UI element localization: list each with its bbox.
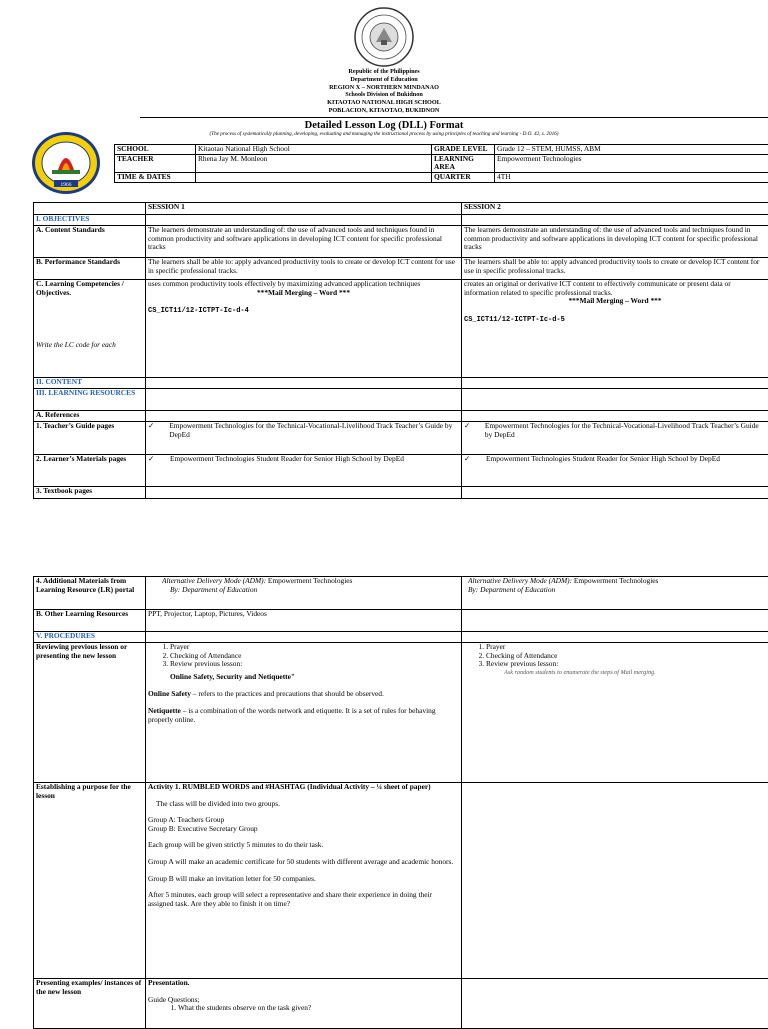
learners-materials-s1 [146,455,462,487]
empty-cell [146,487,462,499]
area-value: Empowerment Technologies [495,155,768,173]
competencies-s1 [146,280,462,378]
learners-materials-text: Empowerment Technologies Student Reader for Senior High School by DepEd [162,455,404,464]
school-label: SCHOOL [115,145,196,155]
adm-title: Alternative Delivery Mode (ADM): [162,577,266,586]
mail-merge-topic: ***Mail Merging – Word *** [464,297,766,306]
header-line: Republic of the Philippines [0,68,768,76]
examples-label: Presenting examples/ instances of the new lesson [34,979,146,1029]
competency-text: uses common productivity tools effectively by maximizing advanced application techniques [148,280,459,289]
competencies-cell [34,280,146,378]
content-heading: II. CONTENT [34,378,146,389]
teachers-guide-text: Empowerment Technologies for the Technical-Vocational-Livelihood Track Teacher’s Guide by DepEd [477,422,766,439]
objectives-heading: I. OBJECTIVES [34,215,146,226]
adm-subject: Empowerment Technologies [572,577,658,586]
adm-author: By: Department of Education [464,586,766,595]
list-item: 2. Checking of Attendance [486,652,766,661]
activity-text: Group A: Teachers Group [148,816,459,825]
school-value: Kitaotao National High School [196,145,432,155]
activity-text: The class will be divided into two groups. [148,800,459,809]
seal-year: 1966 [61,182,72,188]
performance-standards-s2: The learners shall be able to: apply advanced productivity tools to create or develop ICT content for use in specific professional tracks. [462,258,768,280]
time-value [196,172,432,182]
header-line: KITAOTAO NATIONAL HIGH SCHOOL [0,99,768,107]
empty-cell [146,215,462,226]
adm-author: By: Department of Education [148,586,459,595]
grade-label: GRADE LEVEL [432,145,495,155]
activity-text: Each group will be given strictly 5 minutes to do their task. [148,841,459,850]
purpose-s1 [146,783,462,979]
examples-s1 [146,979,462,1029]
activity-title: Activity 1. RUMBLED WORDS and #HASHTAG (Individual Activity – ¼ sheet of paper) [148,783,459,792]
empty-cell [462,411,768,422]
teachers-guide-s2 [462,422,768,455]
procedures-table [33,576,768,1029]
empty-cell [462,979,768,1029]
list-item: 2. Checking of Attendance [170,652,459,661]
other-resources-label: B. Other Learning Resources [34,610,146,632]
empty-cell [462,610,768,632]
header-line: Schools Division of Bukidnon [0,91,768,99]
additional-materials-s2 [462,577,768,610]
netiquette-definition [148,707,459,724]
session2-header: SESSION 2 [462,203,768,215]
school-seal-logo [30,130,102,196]
list-item: 1. Prayer [486,643,766,652]
header-line: POBLACION, KITAOTAO, BUKIDNON [0,107,768,115]
reviewing-s1 [146,643,462,783]
list-item: 3. Review previous lesson: [170,660,459,669]
presentation-heading: Presentation. [148,979,459,988]
list-item: 1. What the students observe on the task given? [178,1004,459,1013]
additional-materials-label: 4. Additional Materials from Learning Resource (LR) portal [34,577,146,610]
empty-cell [146,389,462,411]
document-subtitle: (The process of systematically planning, developing, evaluating and managing the instructional process by using principles of teaching and learning - D.O. 42, s. 2016) [0,131,768,137]
teachers-guide-text: Empowerment Technologies for the Technical-Vocational-Livelihood Track Teacher’s Guide by DepEd [161,422,459,439]
performance-standards-s1: The learners shall be able to: apply advanced productivity tools to create or develop ICT content for use in specific professional tracks. [146,258,462,280]
empty-cell [462,783,768,979]
document-title: Detailed Lesson Log (DLL) Format [0,120,768,131]
time-label: TIME & DATES [115,172,196,182]
mail-merge-topic: ***Mail Merging – Word *** [148,289,459,298]
objectives-table [33,202,768,499]
resources-heading: III. LEARNING RESOURCES [34,389,146,411]
list-item: 1. Prayer [170,643,459,652]
session1-header: SESSION 1 [146,203,462,215]
content-standards-s2: The learners demonstrate an understanding of: the use of advanced tools and techniques found in common productivity and software applications in developing ICT content for specific professional tracks [462,226,768,258]
term: Netiquette [148,706,181,715]
lc-code-note: Write the LC code for each [36,341,143,350]
activity-text: After 5 minutes, each group will select a representative and share their experience in doing their assigned task. Are they able to finish it on time? [148,891,459,908]
reviewing-label: Reviewing previous lesson or presenting the new lesson [34,643,146,783]
school-header [0,68,768,115]
competency-text: creates an original or derivative ICT content to effectively communicate or present data or information related to specific professional tracks. [464,280,766,297]
textbook-label: 3. Textbook pages [34,487,146,499]
guide-questions-list [148,1004,459,1013]
adm-title: Alternative Delivery Mode (ADM): [468,577,572,586]
activity-text: Group A will make an academic certificate for 50 students with different average and academic honors. [148,858,459,867]
checkmark-icon: ✓ [464,455,478,464]
checkmark-icon: ✓ [148,422,161,439]
header-divider [140,117,768,118]
empty-cell [462,215,768,226]
teachers-guide-label: 1. Teacher’s Guide pages [34,422,146,455]
other-resources-s1: PPT, Projector, Laptop, Pictures, Videos [146,610,462,632]
empty-cell [146,411,462,422]
competencies-s2 [462,280,768,378]
review-steps-list [464,643,766,669]
deped-seal-logo [352,6,416,68]
definition: – is a combination of the words network and etiquette. It is a set of rules for behaving properly online. [148,706,436,724]
list-item: 3. Review previous lesson: [486,660,766,669]
safety-definition [148,690,459,699]
activity-text: Group B: Executive Secretary Group [148,825,459,834]
competencies-label: C. Learning Competencies / Objectives. [36,280,143,297]
teacher-label: TEACHER [115,155,196,173]
empty-cell [462,378,768,389]
learners-materials-text: Empowerment Technologies Student Reader for Senior High School by DepEd [478,455,720,464]
content-standards-s1: The learners demonstrate an understanding of: the use of advanced tools and techniques found in common productivity and software applications in developing ICT content for specific professional tracks [146,226,462,258]
procedures-heading: V. PROCEDURES [34,632,146,643]
area-label: LEARNING AREA [432,155,495,173]
teacher-value: Rhena Jay M. Monleon [196,155,432,173]
lc-code: CS_ICT11/12-ICTPT-Ic-d-5 [464,316,766,325]
empty-cell [146,632,462,643]
empty-cell [462,487,768,499]
checkmark-icon: ✓ [464,422,477,439]
header-line: REGION X – NORTHERN MINDANAO [0,84,768,92]
content-standards-label: A. Content Standards [34,226,146,258]
references-label: A. References [34,411,146,422]
header-line: Department of Education [0,76,768,84]
term: Online Safety [148,689,191,698]
grade-value: Grade 12 – STEM, HUMSS, ABM [495,145,768,155]
review-instruction: Ask random students to enumerate the steps of Mail merging. [464,669,766,678]
learners-materials-s2 [462,455,768,487]
review-steps-list [148,643,459,669]
performance-standards-label: B. Performance Standards [34,258,146,280]
empty-cell [462,389,768,411]
quarter-label: QUARTER [432,172,495,182]
lc-code: CS_ICT11/12-ICTPT-Ic-d-4 [148,307,459,316]
learners-materials-label: 2. Learner’s Materials pages [34,455,146,487]
quarter-value: 4TH [495,172,768,182]
activity-text: Group B will make an invitation letter for 50 companies. [148,875,459,884]
purpose-label: Establishing a purpose for the lesson [34,783,146,979]
lesson-info-table [114,144,768,183]
empty-cell [34,203,146,215]
checkmark-icon: ✓ [148,455,162,464]
adm-subject: Empowerment Technologies [266,577,352,586]
empty-cell [146,378,462,389]
reviewing-s2 [462,643,768,783]
guide-questions-label: Guide Questions; [148,996,459,1005]
teachers-guide-s1 [146,422,462,455]
empty-cell [462,632,768,643]
review-topic: Online Safety, Security and Netiquette" [148,673,459,682]
definition: – refers to the practices and precautions that should be observed. [191,689,384,698]
additional-materials-s1 [146,577,462,610]
